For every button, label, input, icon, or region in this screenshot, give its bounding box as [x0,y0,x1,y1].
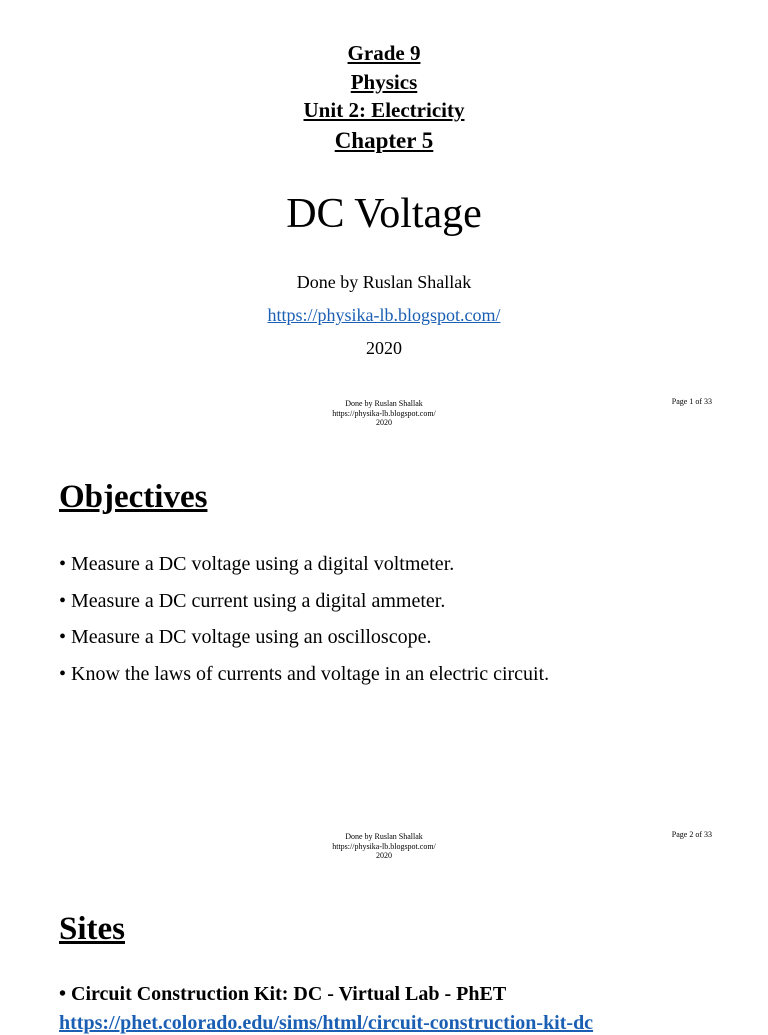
footer-author: Done by Ruslan Shallak [345,832,423,841]
objectives-heading: Objectives [59,479,208,515]
page-footer [284,399,484,428]
objective-item: • Measure a DC voltage using a digital voltmeter. [59,553,455,575]
footer-year: 2020 [376,851,392,860]
footer-url: https://physika-lb.blogspot.com/ [332,408,436,418]
subject-heading: Physics [350,70,418,94]
site-link[interactable]: https://phet.colorado.edu/sims/html/circuit-construction-kit-dc [59,1012,594,1034]
objective-item: • Measure a DC current using a digital ammeter. [59,590,446,612]
grade-heading: Grade 9 [347,41,421,65]
document-title: DC Voltage [286,191,482,237]
blog-link[interactable]: https://physika-lb.blogspot.com/ [267,305,501,325]
chapter-heading: Chapter 5 [334,128,434,153]
objective-item: • Measure a DC voltage using an oscilloscope. [59,626,432,648]
sites-heading: Sites [59,911,125,947]
page-number: Page 2 of 33 [671,830,712,839]
footer-url: https://physika-lb.blogspot.com/ [332,841,436,851]
objective-item: • Know the laws of currents and voltage in an electric circuit. [59,663,550,685]
unit-heading: Unit 2: Electricity [303,98,465,122]
page-number: Page 1 of 33 [671,397,712,406]
footer-author: Done by Ruslan Shallak [345,399,423,408]
year-line: 2020 [366,338,402,358]
footer-year: 2020 [376,418,392,427]
author-line: Done by Ruslan Shallak [296,272,472,292]
page-footer [284,832,484,861]
site-item: • Circuit Construction Kit: DC - Virtual Lab - PhET [59,983,507,1005]
